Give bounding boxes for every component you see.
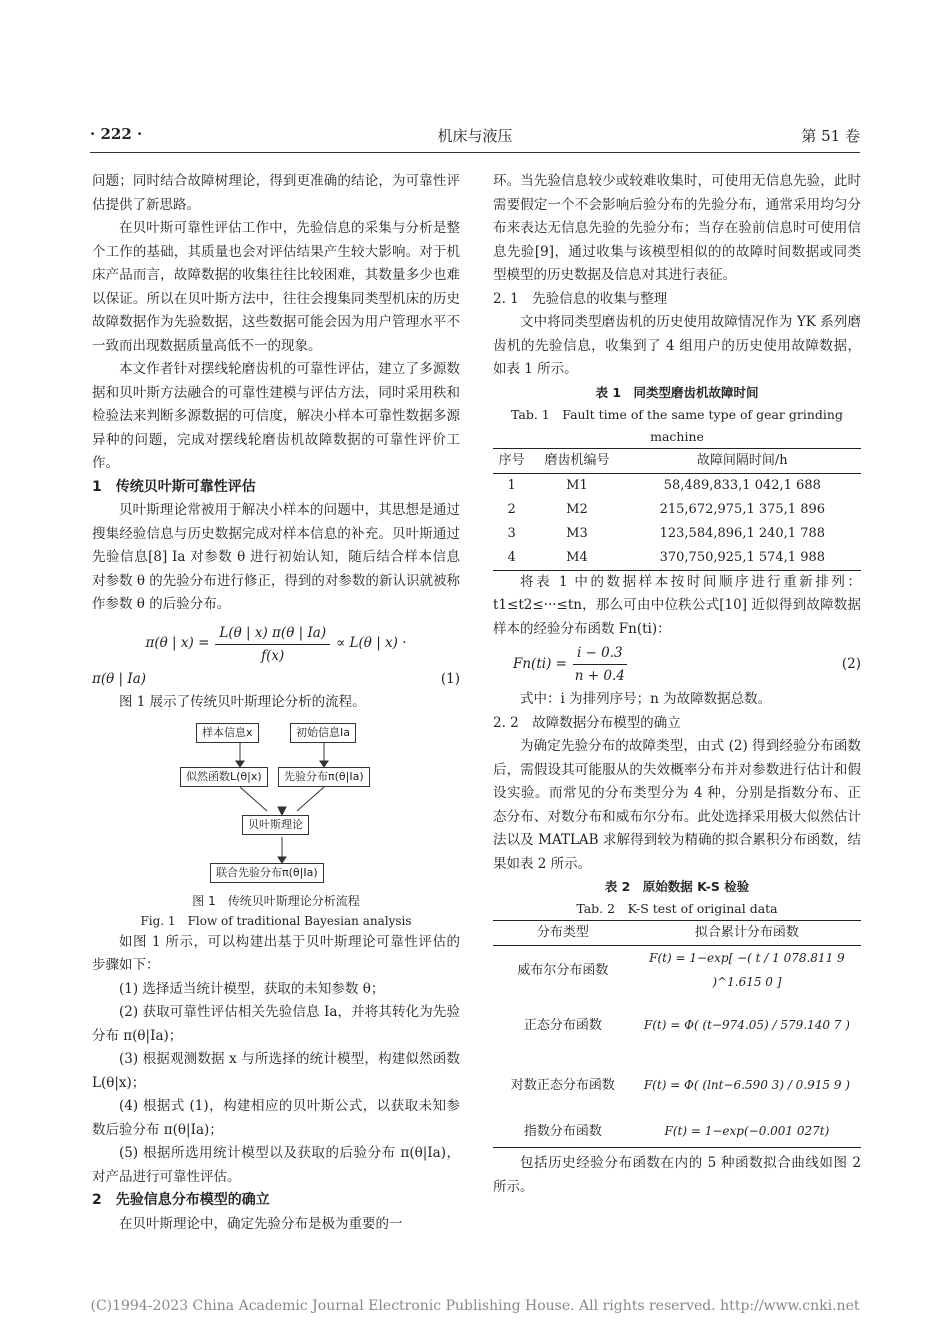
equation-1 bbox=[92, 623, 460, 666]
paragraph: 式中：i 为排列序号；n 为故障数据总数。 bbox=[520, 691, 772, 707]
table-2-caption-zh: 表 2 原始数据 K-S 检验 bbox=[604, 879, 750, 894]
column-header: 故障间隔时间/h bbox=[696, 452, 788, 468]
paragraph: 为确定先验分布的故障类型，由式 (2) 得到经验分布函数后，需假设其可能服从的失效概率分布并对参数进行估计和假设实验。而常见的分布类型分为 4 种，分别是指数分布、正态分布、对数分布和威布尔分布。此处选择采用极大似然估计法以及 MATLAB 求解得到较为精确的拟合累积分布函数，结果如表 2 所示。 bbox=[493, 738, 861, 872]
table-row bbox=[493, 522, 861, 546]
paragraph: 在贝叶斯可靠性评估工作中，先验信息的采集与分析是整个工作的基础，其质量也会对评估结果产生较大影响。对于机床产品而言，故障数据的收集往往比较困难，其数量多少也难以保证。所以在贝叶斯方法中，往往会搜集同类型机床的历史故障数据作为先验数据，这些数据可能会因为用户管理水平不一致而出现数据质量高低不一的现象。 bbox=[92, 220, 460, 354]
volume-label: 第 51 卷 bbox=[801, 127, 860, 145]
flowchart bbox=[92, 719, 460, 887]
cell: 指数分布函数 bbox=[523, 1123, 602, 1139]
eq1-fraction bbox=[215, 623, 330, 666]
paragraph: 文中将同类型磨齿机的历史使用故障情况作为 YK 系列磨齿机的先验信息，收集到了 4 组用户的历史使用故障数据，如表 1 所示。 bbox=[493, 314, 861, 377]
table-row bbox=[493, 1116, 861, 1148]
column-header: 序号 bbox=[498, 452, 525, 468]
cell: 58,489,833,1 042,1 688 bbox=[663, 477, 821, 493]
box-initial-info: 初始信息Ia bbox=[290, 723, 356, 743]
table-row bbox=[493, 1056, 861, 1116]
paragraph: 贝叶斯理论常被用于解决小样本的问题中，其思想是通过搜集经验信息与历史数据完成对样本信息的补充。贝叶斯通过先验信息[8] Ia 对参数 θ 进行初始认知，随后结合样本信息对参数 θ 的先验分布进行修正，得到的对参数的新认识就被称作参数 θ 的后验分布。 bbox=[92, 502, 460, 612]
eq2-numerator: i − 0.3 bbox=[573, 643, 627, 665]
step-4: (4) 根据式 (1)，构建相应的贝叶斯公式，以获取未知参数后验分布 π(θ|Ia)； bbox=[92, 1098, 460, 1138]
journal-title: 机床与液压 bbox=[437, 127, 513, 145]
eq2-number: (2) bbox=[841, 655, 861, 672]
header-rule bbox=[90, 152, 860, 153]
cell: M2 bbox=[566, 501, 588, 517]
box-sample-info: 样本信息x bbox=[196, 723, 259, 743]
paragraph: 在贝叶斯理论中，确定先验分布是极为重要的一 bbox=[119, 1215, 403, 1232]
figure-1-caption-zh: 图 1 传统贝叶斯理论分析流程 bbox=[192, 893, 360, 908]
table-2 bbox=[493, 920, 861, 1148]
table-row bbox=[493, 498, 861, 522]
figure-1-caption-en: Fig. 1 Flow of traditional Bayesian analysis bbox=[140, 913, 412, 928]
cell: 对数正态分布函数 bbox=[510, 1077, 615, 1093]
cell-formula: F(t) = 1−exp[ −( t / 1 078.811 9 )^1.615 0 ] bbox=[649, 951, 845, 989]
cell: M3 bbox=[566, 525, 588, 541]
paragraph: 环。当先验信息较少或较难收集时，可使用无信息先验，此时需要假定一个不会影响后验分布的先验分布，通常采用均匀分布来表达无信息先验的先验分布；当存在验前信息时可使用信息先验[9]，通过收集与该模型相似的的故障时间数据或同类型模型的历史数据及信息对其进行表征。 bbox=[493, 173, 861, 283]
table-header-row bbox=[493, 448, 861, 473]
eq1-number: (1) bbox=[440, 670, 460, 687]
section-heading: 2 先验信息分布模型的确立 bbox=[92, 1192, 270, 1208]
cell: 2 bbox=[507, 501, 516, 517]
eq1-numerator: L(θ | x) π(θ | Ia) bbox=[215, 623, 330, 645]
arrow-3 bbox=[240, 787, 267, 811]
table-2-caption-en: Tab. 2 K-S test of original data bbox=[576, 901, 778, 916]
paragraph: 问题；同时结合故障树理论，得到更准确的结论，为可靠性评估提供了新思路。 bbox=[92, 173, 460, 213]
equation-2 bbox=[493, 641, 861, 688]
cell: 3 bbox=[507, 525, 516, 541]
cell: 215,672,975,1 375,1 896 bbox=[659, 501, 826, 517]
box-joint-prior: 联合先验分布π(θ|Ia) bbox=[210, 863, 324, 883]
section-heading: 1 传统贝叶斯可靠性评估 bbox=[92, 478, 256, 495]
eq1-denominator: f(x) bbox=[261, 647, 285, 664]
arrowhead-3 bbox=[278, 807, 286, 815]
eq2-denominator: n + 0.4 bbox=[574, 668, 625, 684]
eq1-rhs: ∝ L(θ | x) · bbox=[336, 635, 407, 652]
cell: 1 bbox=[507, 477, 516, 493]
cell: M1 bbox=[566, 477, 588, 493]
cell: M4 bbox=[566, 549, 588, 565]
step-5: (5) 根据所选用统计模型以及获取的后验分布 π(θ|Ia)，对产品进行可靠性评估。 bbox=[92, 1145, 460, 1185]
arrow-4 bbox=[297, 787, 324, 811]
cell: 370,750,925,1 574,1 988 bbox=[659, 549, 826, 565]
step-2: (2) 获取可靠性评估相关先验信息 Ia，并将其转化为先验分布 π(θ|Ia)； bbox=[92, 1004, 460, 1044]
cell: 123,584,896,1 240,1 788 bbox=[659, 525, 826, 541]
table-1 bbox=[493, 448, 861, 571]
box-likelihood: 似然函数L(θ|x) bbox=[180, 767, 268, 787]
cell-formula: F(t) = 1−exp(−0.001 027t) bbox=[664, 1123, 830, 1138]
box-prior: 先验分布π(θ|Ia) bbox=[278, 767, 370, 787]
column-header: 分布类型 bbox=[536, 925, 589, 940]
flow-arrows bbox=[92, 719, 460, 887]
column-header: 拟合累计分布函数 bbox=[694, 925, 799, 940]
left-column bbox=[92, 170, 460, 1236]
paragraph: 包括历史经验分布函数在内的 5 种函数拟合曲线如图 2 所示。 bbox=[493, 1155, 861, 1195]
step-3: (3) 根据观测数据 x 与所选择的统计模型，构建似然函数 L(θ|x)； bbox=[92, 1051, 460, 1091]
page-number: · 222 · bbox=[90, 125, 143, 143]
copyright-footer: (C)1994-2023 China Academic Journal Electronic Publishing House. All rights reserved. http://www.cnki.net bbox=[90, 1298, 860, 1314]
step-1: (1) 选择适当统计模型，获取的未知参数 θ； bbox=[119, 980, 385, 997]
table-row bbox=[493, 946, 861, 996]
paragraph: 本文作者针对摆线轮磨齿机的可靠性评估，建立了多源数据和贝叶斯方法融合的可靠性建模与评估方法，同时采用秩和检验法来判断多源数据的可信度，解决小样本可靠性数据多源异种的问题，完成对摆线轮磨齿机故障数据的可靠性评价工作。 bbox=[92, 361, 460, 471]
cell-formula: F(t) = Φ( (t−974.05) / 579.140 7 ) bbox=[643, 1017, 850, 1032]
subsection-heading: 2. 2 故障数据分布模型的确立 bbox=[493, 714, 681, 731]
cell-formula: F(t) = Φ( (lnt−6.590 3) / 0.915 9 ) bbox=[643, 1077, 850, 1092]
table-1-caption-zh: 表 1 同类型磨齿机故障时间 bbox=[595, 384, 759, 400]
paragraph: 将表 1 中的数据样本按时间顺序进行重新排列：t1≤t2≤···≤tn，那么可由中位秩公式[10] 近似得到故障数据样本的经验分布函数 Fn(ti)： bbox=[493, 573, 861, 637]
subsection-heading: 2. 1 先验信息的收集与整理 bbox=[493, 290, 668, 307]
paragraph: 图 1 展示了传统贝叶斯理论分析的流程。 bbox=[119, 694, 366, 710]
equation-1-continuation bbox=[92, 668, 460, 692]
table-row bbox=[493, 473, 861, 498]
cell: 4 bbox=[507, 549, 516, 565]
eq1-cont: π(θ | Ia) bbox=[92, 670, 147, 687]
table-row bbox=[493, 546, 861, 571]
paragraph: 如图 1 所示，可以构建出基于贝叶斯理论可靠性评估的步骤如下： bbox=[92, 933, 460, 973]
cell: 威布尔分布函数 bbox=[517, 963, 609, 978]
column-header: 磨齿机编号 bbox=[544, 452, 610, 468]
right-column bbox=[493, 170, 861, 1199]
box-bayes: 贝叶斯理论 bbox=[242, 815, 309, 835]
table-row bbox=[493, 996, 861, 1056]
cell: 正态分布函数 bbox=[523, 1017, 602, 1033]
eq2-lhs: Fn(ti) = bbox=[513, 655, 567, 672]
table-1-caption-en: Tab. 1 Fault time of the same type of gear grinding machine bbox=[511, 406, 843, 444]
eq2-fraction bbox=[573, 643, 627, 686]
table-header-row bbox=[493, 921, 861, 946]
eq2-body bbox=[513, 643, 633, 686]
eq1-lhs: π(θ | x) = bbox=[145, 635, 210, 652]
